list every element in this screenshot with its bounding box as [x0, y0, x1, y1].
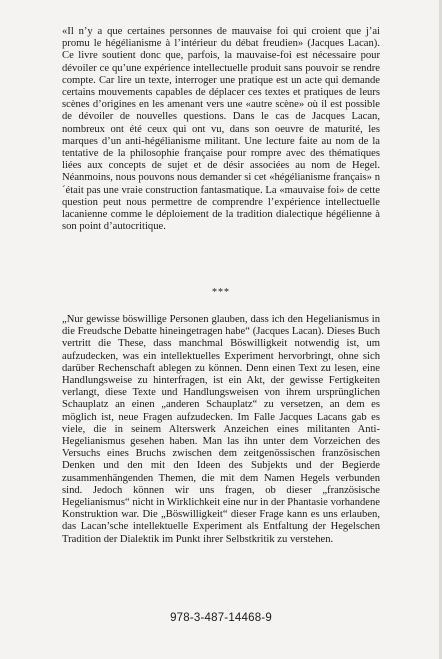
isbn-number: 978-3-487-14468-9 — [170, 612, 272, 624]
section-separator: *** — [212, 287, 230, 298]
french-blurb: «Il n’y a que certaines personnes de mauvaise foi qui croient que j’ai promu le hégélianisme à l’intérieur du débat freudien» (Jacques Lacan). Ce livre soutient donc que, parfois, la mauvaise-foi est nécessaire pour dévoiler ce qu’une expérience intellectuelle produit sans pouvoir se rendre compte. Car lire un texte, interroger une pratique est un acte qui demande certains mouvements capables de déplacer ces textes et pratiques de leurs scènes d’origines en les amenant vers une «autre scène» où il est possible de dévoiler de nouvelles questions. Dans le cas de Jacques Lacan, nombreux ont été ceux qui ont vu, dans son oeuvre de maturité, les marques d’un anti-hégélianisme militant. Une lecture faite au nom de la tentative de la philosophie française pour rompre avec des thématiques liées aux concepts de sujet et de désir associées au nom de Hegel. Néanmoins, nous pouvons nous demander si cet «hégélianisme français» n´était pas une vraie construction fantasmatique. La «mauvaise foi» de cette question peut nous permettre de comprendre l’expérience intellectuelle lacanienne comme le déploiement de la tradition dialectique hégélienne à son point d’autocritique. — [62, 26, 380, 233]
german-blurb: „Nur gewisse böswillige Personen glauben, dass ich den Hegelianismus in die Freudsche Debatte hineingetragen habe“ (Jacques Lacan). Dieses Buch vertritt die These, dass manchmal Böswilligkeit notwendig ist, um aufzudecken, was ein intellektuelles Experiment hervorbringt, ohne sich darüber Rechenschaft ablegen zu können. Denn einen Text zu lesen, eine Handlungsweise zu hinterfragen, ist ein Akt, der gewisse Fertigkeiten verlangt, diese Texte und Handlungsweisen von ihrem ursprünglichen Schauplatz an einen „anderen Schauplatz“ zu versetzen, an dem es möglich ist, neue Fragen aufzudecken. Im Falle Jacques Lacans gab es viele, die in seinem Alterswerk Anzeichen eines militanten Anti-Hegelianismus gesehen haben. Man las ihn unter dem Vorzeichen des Versuchs eines Bruchs zwischen dem zeitgenössischen französischen Denken und den mit den Ideen des Subjekts und der Begierde zusammenhängenden Themen, die mit dem Namen Hegels verbunden sind. Jedoch können wir uns fragen, ob dieser „französische Hegelianismus“ nicht in Wirklichkeit eine nur in der Phantasie vorhandene Konstruktion war. Die „Böswilligkeit“ dieser Frage kann es uns erlauben, das Lacan’sche intellektuelle Experiment als Entfaltung der Hegelschen Tradition der Dialektik im Punkt ihrer Selbstkritik zu verstehen. — [62, 314, 380, 545]
